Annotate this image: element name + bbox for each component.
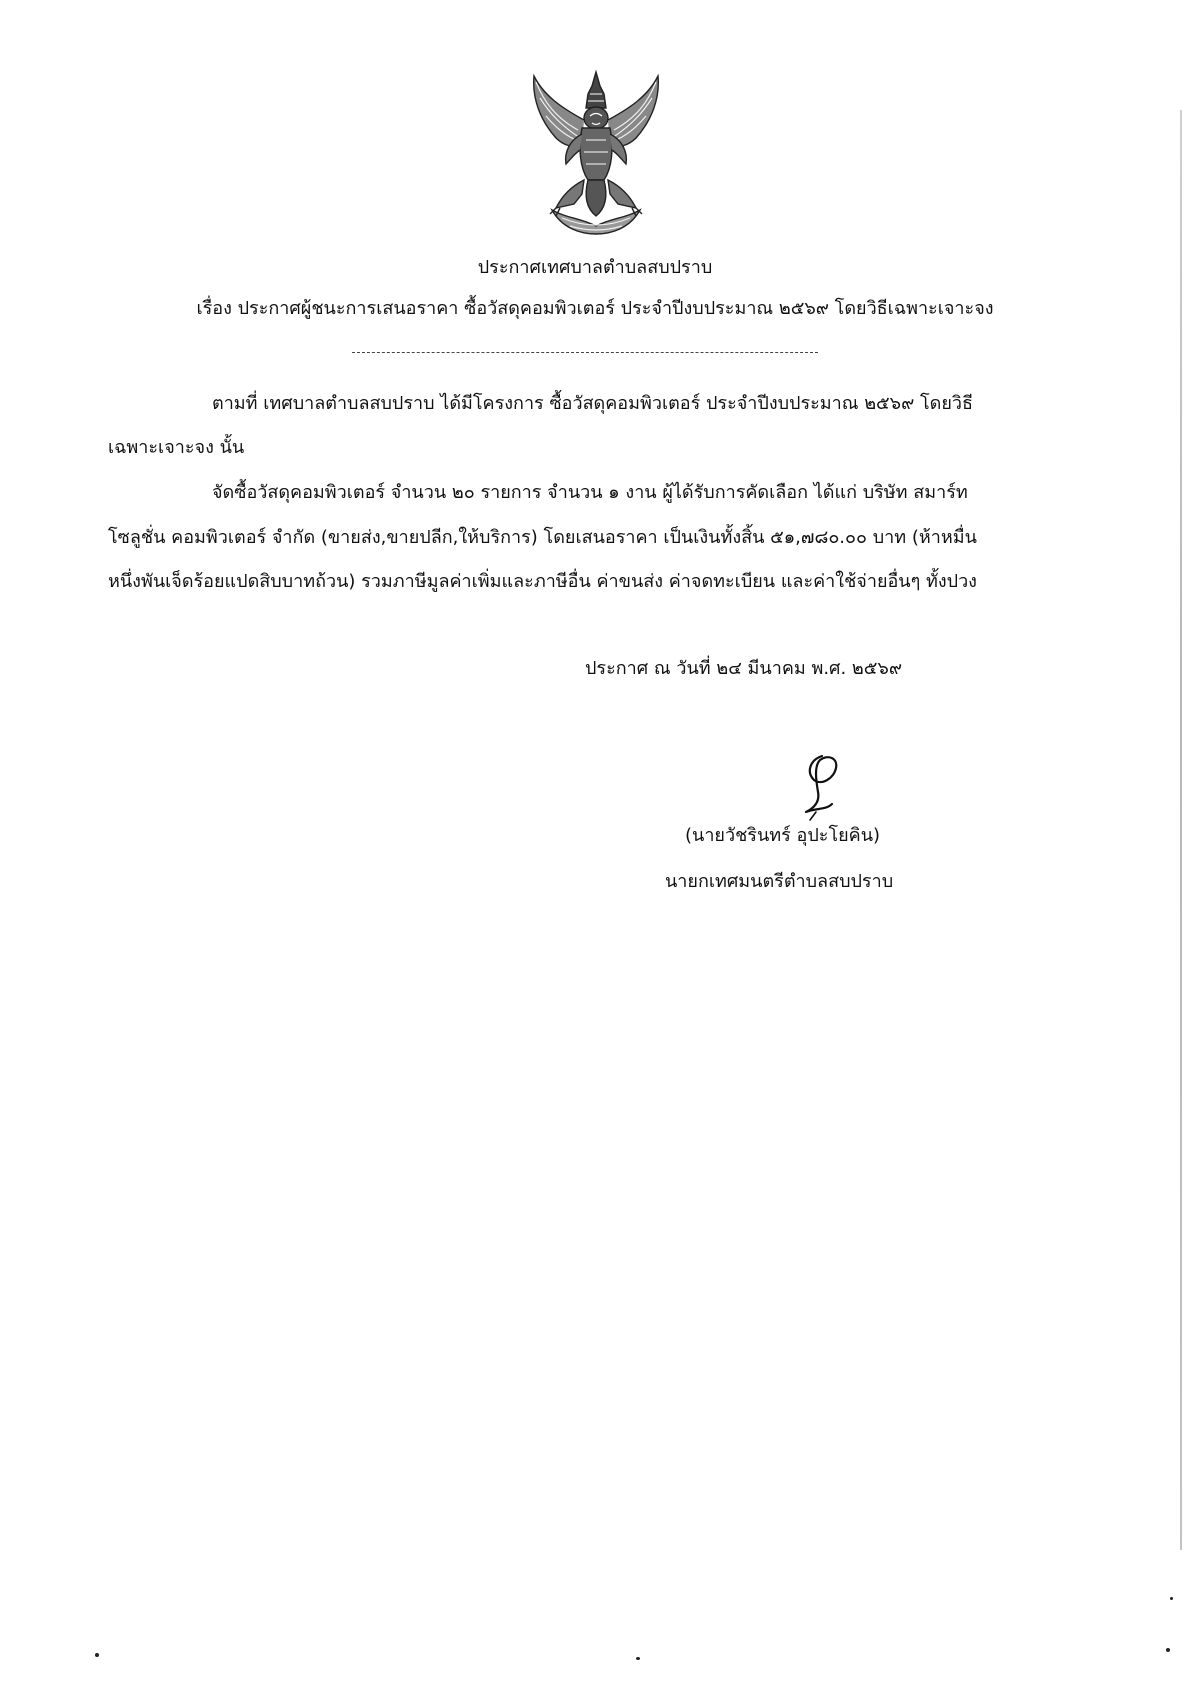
body-line-2: เฉพาะเจาะจง นั้น	[108, 437, 245, 458]
scan-edge-shadow	[1180, 110, 1182, 1550]
signer-name: (นายวัชรินทร์ อุปะโยคิน)	[685, 825, 881, 846]
announce-date: ประกาศ ณ วันที่ ๒๔ มีนาคม พ.ศ. ๒๕๖๙	[585, 658, 903, 679]
body-line-4: โซลูชั่น คอมพิวเตอร์ จำกัด (ขายส่ง,ขายปลีก,ให้บริการ) โดยเสนอราคา เป็นเงินทั้งสิ้น ๕๑,๗๘๐.๐๐ บาท (ห้าหมื่น	[108, 527, 977, 548]
body-line-1: ตามที่ เทศบาลตำบลสบปราบ ได้มีโครงการ ซื้อวัสดุคอมพิวเตอร์ ประจำปีงบประมาณ ๒๕๖๙ โดยวิธี	[212, 393, 974, 414]
signer-title: นายกเทศมนตรีตำบลสบปราบ	[665, 871, 894, 892]
scan-speck	[636, 1657, 640, 1660]
scan-speck	[1166, 1648, 1170, 1652]
document-title: ประกาศเทศบาลตำบลสบปราบ	[477, 257, 713, 278]
body-line-3: จัดซื้อวัสดุคอมพิวเตอร์ จำนวน ๒๐ รายการ จำนวน ๑ งาน ผู้ได้รับการคัดเลือก ได้แก่ บริษัท สมาร์ท	[212, 482, 968, 503]
document-subject: เรื่อง ประกาศผู้ชนะการเสนอราคา ซื้อวัสดุคอมพิวเตอร์ ประจำปีงบประมาณ ๒๕๖๙ โดยวิธีเฉพาะเจาะจง	[196, 298, 994, 319]
body-line-5: หนึ่งพันเจ็ดร้อยแปดสิบบาทถ้วน) รวมภาษีมูลค่าเพิ่มและภาษีอื่น ค่าขนส่ง ค่าจดทะเบียน และค่าใช้จ่ายอื่นๆ ทั้งปวง	[108, 571, 977, 592]
garuda-emblem-icon	[522, 68, 670, 238]
scan-speck	[95, 1653, 99, 1657]
separator-line	[352, 352, 818, 353]
handwritten-signature	[788, 750, 848, 830]
scan-speck	[1170, 1597, 1173, 1600]
